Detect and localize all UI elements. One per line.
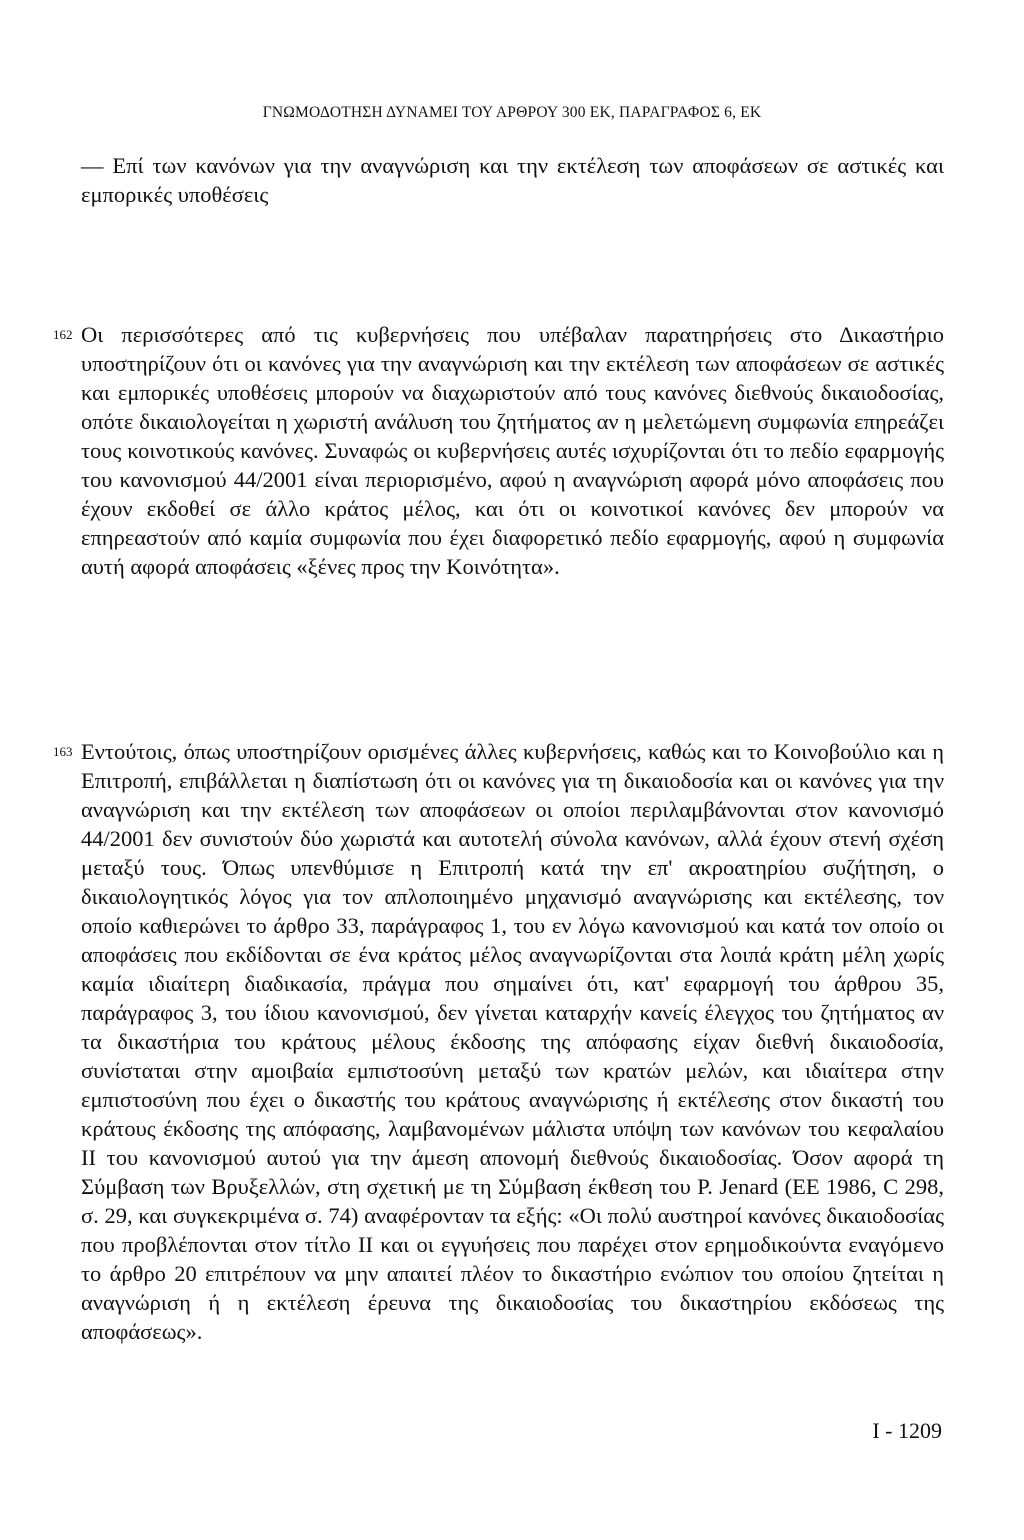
paragraph-number: 163 (53, 744, 73, 759)
paragraph-number: 162 (53, 327, 73, 342)
paragraph-text: Εντούτοις, όπως υποστηρίζουν ορισμένες άλλες κυβερνήσεις, καθώς και το Κοινοβούλιο και η Επιτροπή, επιβάλλεται η διαπίστωση ότι οι κανόνες για τη δικαιοδοσία και οι κανόνες για την αναγνώριση και την εκτέλεση των αποφάσεων οι οποίοι περιλαμβάνονται στον κανονισμό 44/2001 δεν συνιστούν δύο χωριστά και αυτοτελή σύνολα κανόνων, αλλά έχουν στενή σχέση μεταξύ τους. Όπως υπενθύμισε η Επιτροπή κατά την επ' ακροατηρίου συζήτηση, ο δικαιολογητικός λόγος για τον απλοποιημένο μηχανισμό αναγνώρισης και εκτέλεσης, τον οποίο καθιερώνει το άρθρο 33, παράγραφος 1, του εν λόγω κανονισμού και κατά τον οποίο οι αποφάσεις που εκδίδονται σε ένα κράτος μέλος αναγνωρίζονται στα λοιπά κράτη μέλη χωρίς καμία ιδιαίτερη διαδικασία, πράγμα που σημαίνει ότι, κατ' εφαρμογή του άρθρου 35, παράγραφος 3, του ίδιου κανονισμού, δεν γίνεται καταρχήν κανείς έλεγχος του ζητήματος αν τα δικαστήρια του κράτους μέλους έκδοσης της απόφασης είχαν διεθνή δικαιοδοσία, συνίσταται στην αμοιβαία εμπιστοσύνη μεταξύ των κρατών μελών, και ιδιαίτερα στην εμπιστοσύνη που έχει ο δικαστής του κράτους αναγνώρισης ή εκτέλεσης στον δικαστή του κράτους έκδοσης της απόφασης, λαμβανομένων μάλιστα υπόψη των κανόνων του κεφαλαίου II του κανονισμού αυτού για την άμεση απονομή διεθνούς δικαιοδοσίας. Όσον αφορά τη Σύμβαση των Βρυξελλών, στη σχετική με τη Σύμβαση έκθεση του P. Jenard (ΕΕ 1986, C 298, σ. 29, και συγκεκριμένα σ. 74) αναφέρονταν τα εξής: «Οι πολύ αυστηροί κανόνες δικαιοδοσίας που προβλέπονται στον τίτλο II και οι εγγυήσεις που παρέχει στον ερημοδικούντα εναγόμενο το άρθρο 20 επιτρέπουν να μην απαιτεί πλέον το δικαστήριο ενώπιον του οποίου ζητείται η αναγνώριση ή η εκτέλεση έρευνα της δικαιοδοσίας του δικαστηρίου εκδόσεως της αποφάσεως». (81, 739, 944, 1344)
page-number: I - 1209 (872, 1418, 942, 1443)
paragraph-163 (53, 737, 944, 1346)
paragraph-162 (53, 320, 944, 581)
intro-heading: — Επί των κανόνων για την αναγνώριση και την εκτέλεση των αποφάσεων σε αστικές και εμπορικές υποθέσεις (81, 153, 944, 207)
paragraph-text: Οι περισσότερες από τις κυβερνήσεις που υπέβαλαν παρατηρήσεις στο Δικαστήριο υποστηρίζουν ότι οι κανόνες για την αναγνώριση και την εκτέλεση των αποφάσεων σε αστικές και εμπορικές υποθέσεις μπορούν να διαχωριστούν από τους κανόνες διεθνούς δικαιοδοσίας, οπότε δικαιολογείται η χωριστή ανάλυση του ζητήματος αν η μελετώμενη συμφωνία επηρεάζει τους κοινοτικούς κανόνες. Συναφώς οι κυβερνήσεις αυτές ισχυρίζονται ότι το πεδίο εφαρμογής του κανονισμού 44/2001 είναι περιορισμένο, αφού η αναγνώριση αφορά μόνο αποφάσεις που έχουν εκδοθεί σε άλλο κράτος μέλος, και ότι οι κοινοτικοί κανόνες δεν μπορούν να επηρεαστούν από καμία συμφωνία που έχει διαφορετικό πεδίο εφαρμογής, αφού η συμφωνία αυτή αφορά αποφάσεις «ξένες προς την Κοινότητα». (81, 322, 944, 579)
running-header: ΓΝΩΜΟΔΟΤΗΣΗ ΔΥΝΑΜΕΙ ΤΟΥ ΑΡΘΡΟΥ 300 ΕΚ, ΠΑΡΑΓΡΑΦΟΣ 6, ΕΚ (262, 104, 762, 121)
